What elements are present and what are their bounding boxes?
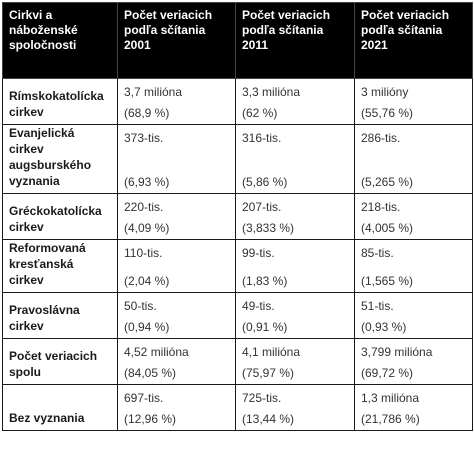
value-cell-2021 <box>355 339 473 385</box>
value-cell-2001 <box>118 240 236 293</box>
value-cell-2021 <box>355 125 473 194</box>
count-value: 220-tis. <box>124 200 164 214</box>
row-label: cirkev <box>9 220 44 234</box>
count-value: 3 milióny <box>361 85 409 99</box>
percent-value: (2,04 %) <box>124 274 170 288</box>
header-text: 2021 <box>361 38 388 52</box>
header-cell-religion <box>3 3 118 79</box>
count-value: 3,799 milióna <box>361 345 433 359</box>
table-header <box>3 3 473 79</box>
percent-value: (6,93 %) <box>124 175 170 189</box>
percent-value: (12,96 %) <box>124 412 177 426</box>
percent-value: (68,9 %) <box>124 106 170 120</box>
count-value: 286-tis. <box>361 131 401 145</box>
value-cell-2011 <box>236 293 355 339</box>
value-cell-2021 <box>355 240 473 293</box>
table-row <box>3 339 473 385</box>
percent-value: (0,94 %) <box>124 320 170 334</box>
percent-value: (0,93 %) <box>361 320 407 334</box>
count-value: 85-tis. <box>361 246 394 260</box>
percent-value: (21,786 %) <box>361 412 420 426</box>
count-value: 3,3 milióna <box>242 85 301 99</box>
percent-value: (75,97 %) <box>242 366 295 380</box>
row-label: Pravoslávna cirkev <box>9 303 80 333</box>
value-cell-2001 <box>118 79 236 125</box>
row-label: Reformovaná <box>9 241 86 255</box>
count-value: 4,1 milióna <box>242 345 301 359</box>
count-value: 99-tis. <box>242 246 275 260</box>
value-cell-2001 <box>118 125 236 194</box>
row-label: vyznania <box>9 174 60 188</box>
count-value: 49-tis. <box>242 299 275 313</box>
value-cell-2011 <box>236 125 355 194</box>
percent-value: (62 %) <box>242 106 278 120</box>
value-cell-2011 <box>236 385 355 431</box>
header-row <box>3 3 473 79</box>
count-value: 50-tis. <box>124 299 157 313</box>
percent-value: (4,09 %) <box>124 221 170 235</box>
count-value: 207-tis. <box>242 200 282 214</box>
percent-value: (5,265 %) <box>361 175 414 189</box>
percent-value: (69,72 %) <box>361 366 414 380</box>
row-label: Počet veriacich <box>9 349 98 363</box>
header-cell-2011 <box>236 3 355 79</box>
header-text: podľa sčítania 2011 <box>242 23 324 52</box>
table-body <box>3 79 473 431</box>
percent-value: (84,05 %) <box>124 366 177 380</box>
count-value: 1,3 milióna <box>361 391 420 405</box>
row-label-cell <box>3 79 118 125</box>
value-cell-2021 <box>355 385 473 431</box>
row-label-cell <box>3 385 118 431</box>
row-label: Bez vyznania <box>9 411 85 425</box>
table-row <box>3 79 473 125</box>
header-text: Počet veriacich <box>361 8 450 22</box>
percent-value: (55,76 %) <box>361 106 414 120</box>
percent-value: (13,44 %) <box>242 412 295 426</box>
table-row <box>3 293 473 339</box>
header-text: spoločnosti <box>9 38 77 52</box>
row-label-cell <box>3 125 118 194</box>
value-cell-2001 <box>118 339 236 385</box>
count-value: 373-tis. <box>124 131 164 145</box>
row-label-cell <box>3 339 118 385</box>
row-label: kresťanská cirkev <box>9 257 74 287</box>
value-cell-2021 <box>355 194 473 240</box>
value-cell-2001 <box>118 293 236 339</box>
header-cell-2001 <box>118 3 236 79</box>
table-row <box>3 125 473 194</box>
religion-census-table <box>2 2 473 431</box>
value-cell-2011 <box>236 240 355 293</box>
value-cell-2001 <box>118 385 236 431</box>
table-row <box>3 385 473 431</box>
value-cell-2011 <box>236 194 355 240</box>
percent-value: (5,86 %) <box>242 175 288 189</box>
row-label-cell <box>3 240 118 293</box>
row-label: cirkev <box>9 105 44 119</box>
count-value: 316-tis. <box>242 131 282 145</box>
header-text: podľa sčítania <box>361 23 443 37</box>
count-value: 3,7 milióna <box>124 85 183 99</box>
row-label: augsburského <box>9 158 92 172</box>
header-text: Cirkvi a <box>9 8 53 22</box>
row-label: spolu <box>9 365 41 379</box>
row-label: Gréckokatolícka <box>9 204 102 218</box>
header-text: 2001 <box>124 38 151 52</box>
count-value: 4,52 milióna <box>124 345 189 359</box>
row-label-cell <box>3 194 118 240</box>
percent-value: (0,91 %) <box>242 320 288 334</box>
count-value: 110-tis. <box>124 246 163 260</box>
value-cell-2021 <box>355 79 473 125</box>
value-cell-2011 <box>236 79 355 125</box>
count-value: 218-tis. <box>361 200 401 214</box>
value-cell-2001 <box>118 194 236 240</box>
table-row <box>3 240 473 293</box>
header-text: náboženské <box>9 23 78 37</box>
value-cell-2021 <box>355 293 473 339</box>
count-value: 697-tis. <box>124 391 164 405</box>
count-value: 51-tis. <box>361 299 394 313</box>
count-value: 725-tis. <box>242 391 282 405</box>
percent-value: (1,83 %) <box>242 274 288 288</box>
header-cell-2021 <box>355 3 473 79</box>
percent-value: (3,833 %) <box>242 221 295 235</box>
header-text: Počet veriacich <box>242 8 331 22</box>
row-label: Evanjelická cirkev <box>9 126 75 156</box>
header-text: Počet veriacich <box>124 8 213 22</box>
table-row <box>3 194 473 240</box>
percent-value: (1,565 %) <box>361 274 414 288</box>
row-label-cell <box>3 293 118 339</box>
value-cell-2011 <box>236 339 355 385</box>
percent-value: (4,005 %) <box>361 221 414 235</box>
row-label: Rímskokatolícka <box>9 89 104 103</box>
header-text: podľa sčítania <box>124 23 206 37</box>
